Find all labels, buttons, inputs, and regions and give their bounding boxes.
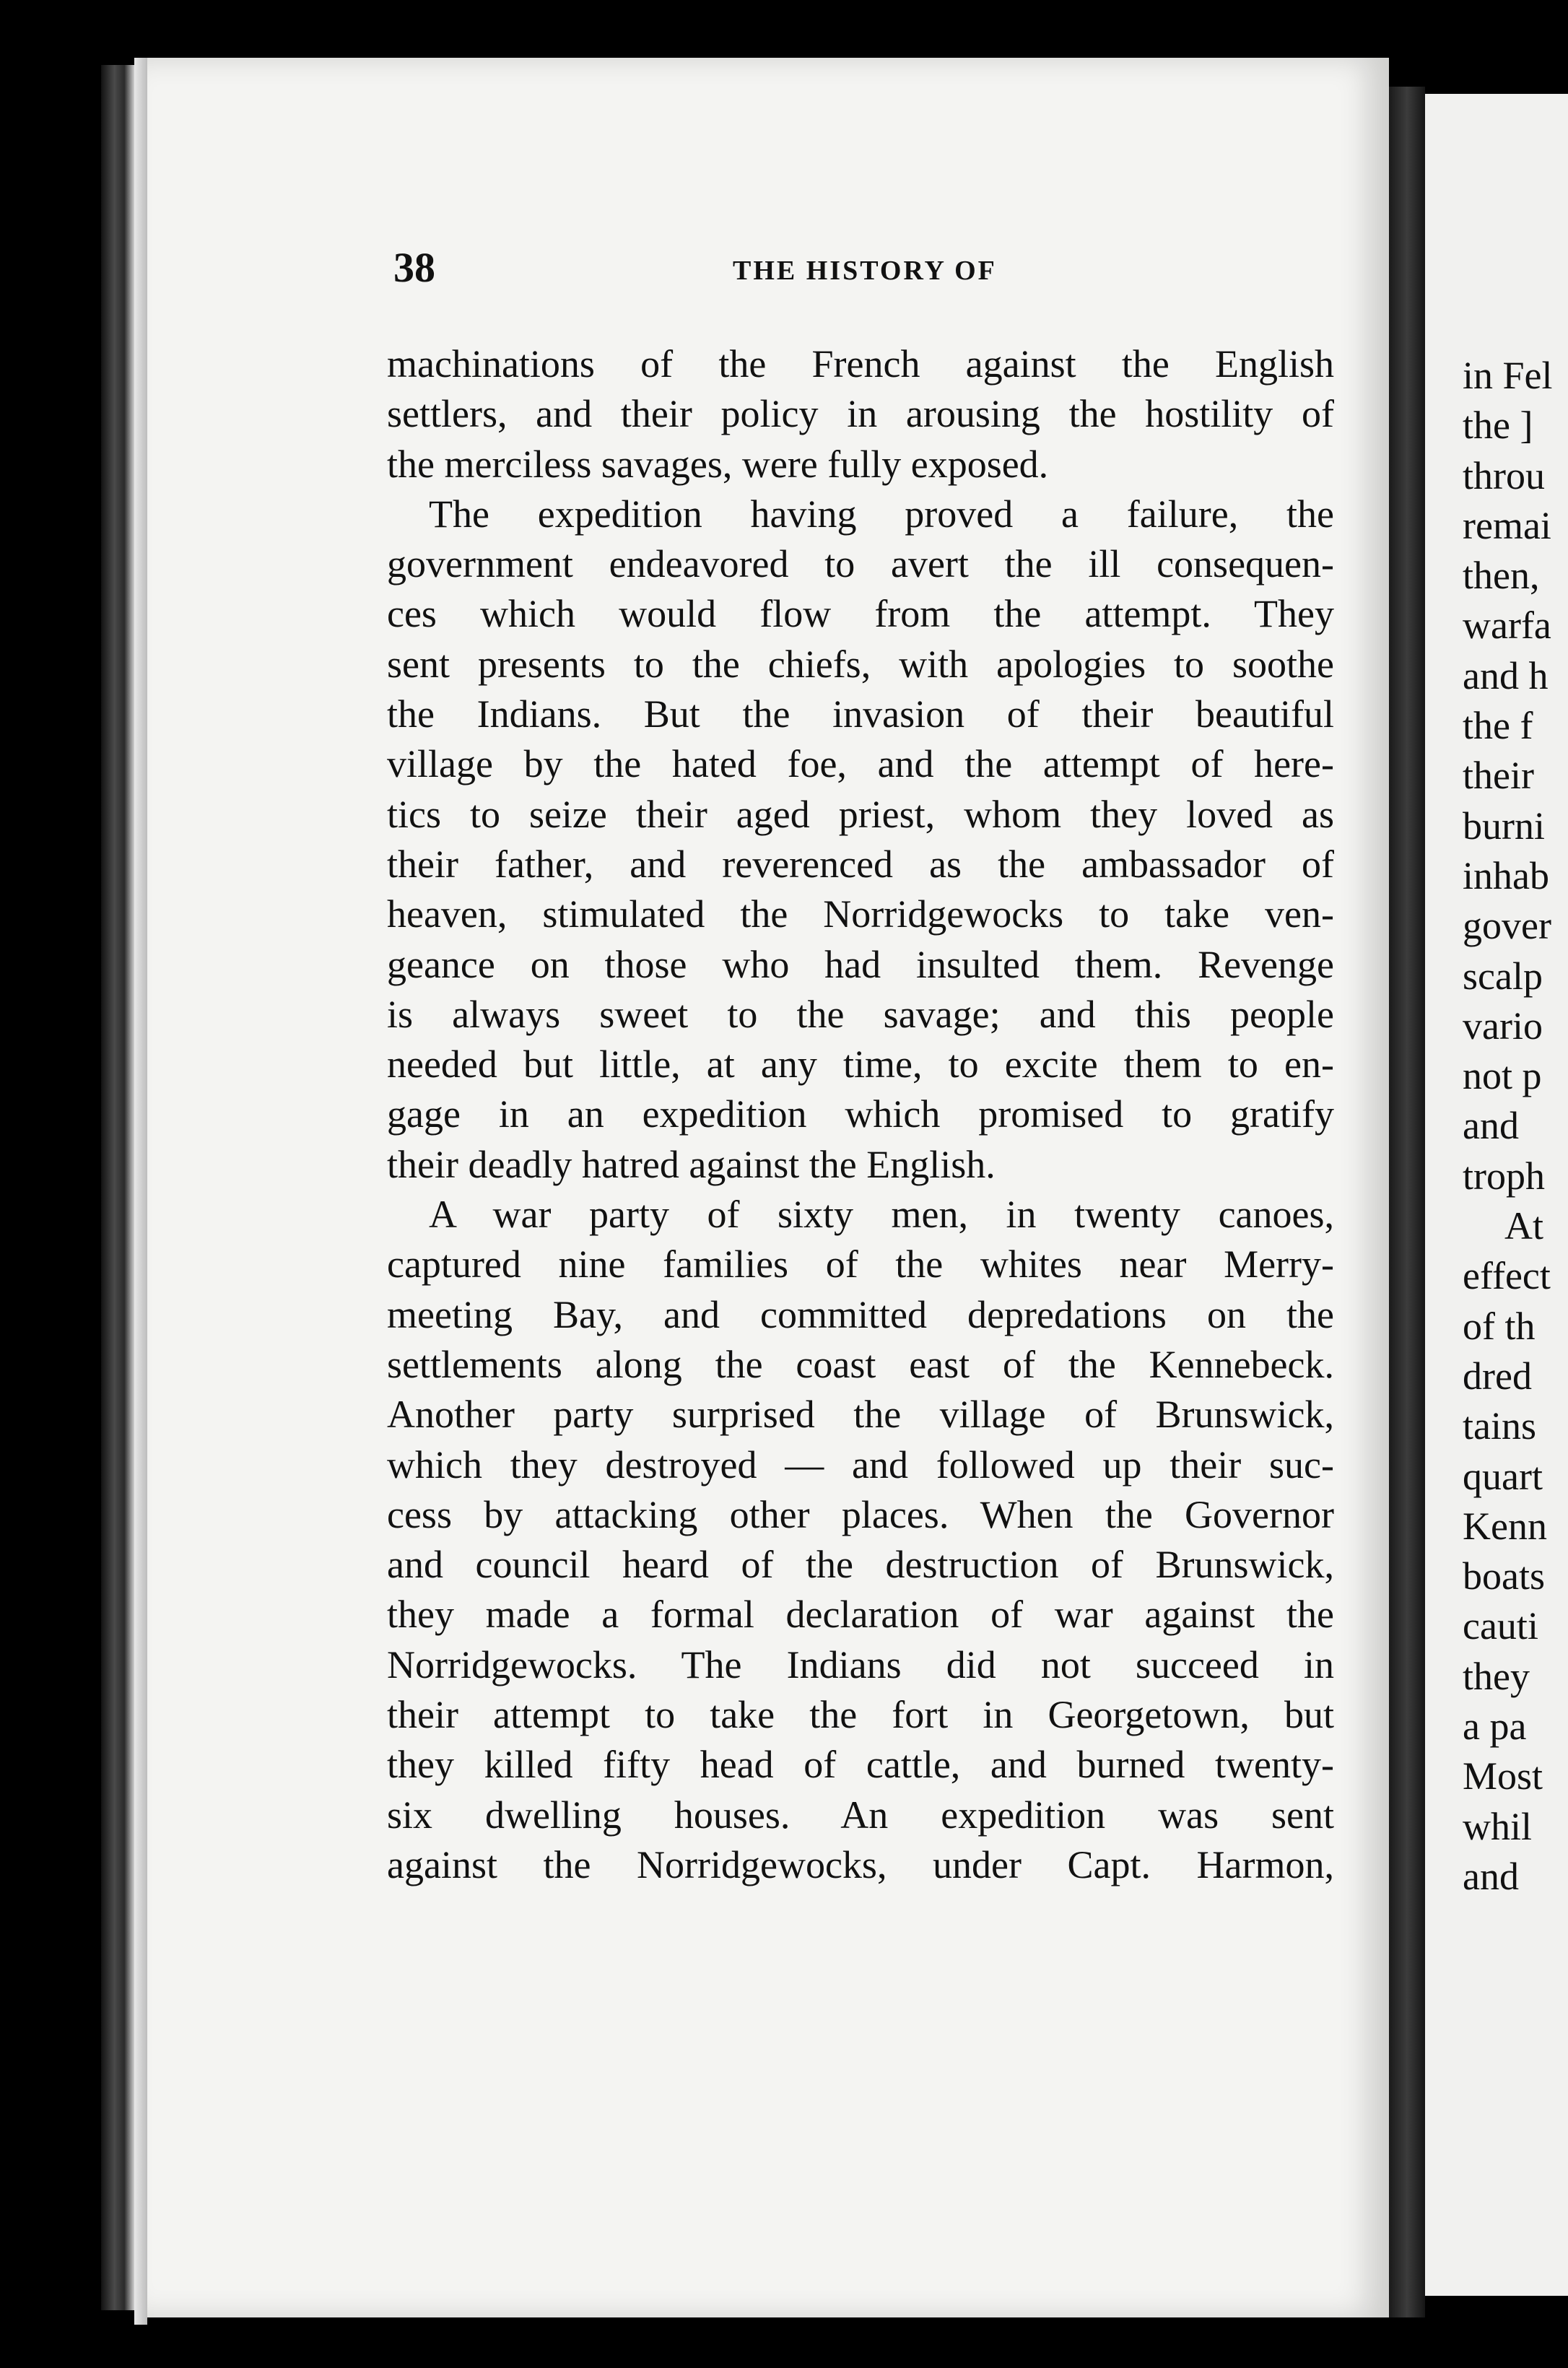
text-line: remai [1463, 503, 1551, 547]
text-line: boats [1463, 1554, 1545, 1598]
text-line: gover [1463, 904, 1551, 948]
text-line: they [1463, 1654, 1530, 1698]
running-head: THE HISTORY OF [733, 256, 997, 286]
text-line: Another party surprised the village of Brunswick, [387, 1393, 1334, 1437]
text-line: government endeavored to avert the ill consequen- [387, 542, 1334, 586]
text-line: The expedition having proved a failure, the [429, 492, 1334, 536]
text-line: geance on those who had insulted them. Revenge [387, 942, 1334, 986]
text-line: their attempt to take the fort in Georgetown, but [387, 1693, 1334, 1737]
text-line: troph [1463, 1154, 1545, 1198]
text-line: not p [1463, 1054, 1542, 1098]
text-line: A war party of sixty men, in twenty canoes, [429, 1193, 1334, 1237]
text-line: six dwelling houses. An expedition was sent [387, 1793, 1334, 1837]
text-line: dred [1463, 1354, 1532, 1398]
text-line: gage in an expedition which promised to gratify [387, 1092, 1334, 1136]
book-gutter [1389, 87, 1425, 2317]
text-line: then, [1463, 554, 1540, 598]
text-line: settlements along the coast east of the Kennebeck. [387, 1342, 1334, 1386]
text-line: and [1463, 1854, 1519, 1898]
text-line: effect [1463, 1254, 1551, 1298]
text-line: and h [1463, 653, 1549, 697]
text-line: tains [1463, 1404, 1536, 1448]
text-line: needed but little, at any time, to excite them to en- [387, 1042, 1334, 1087]
book-spine-shadow [101, 65, 134, 2310]
text-line: against the Norridgewocks, under Capt. Harmon, [387, 1842, 1334, 1886]
text-line: machinations of the French against the English [387, 342, 1334, 386]
text-line: vario [1463, 1004, 1543, 1048]
text-line: is always sweet to the savage; and this people [387, 992, 1334, 1036]
text-line: which they destroyed — and followed up their suc- [387, 1442, 1334, 1486]
text-line: settlers, and their policy in arousing the hostility of [387, 392, 1334, 436]
text-line: tics to seize their aged priest, whom they loved as [387, 792, 1334, 836]
text-line: heaven, stimulated the Norridgewocks to take ven- [387, 892, 1334, 936]
page-edge [134, 58, 147, 2325]
page-header [393, 243, 1310, 301]
text-line: warfa [1463, 604, 1551, 648]
text-line: they killed fifty head of cattle, and burned twenty- [387, 1743, 1334, 1787]
text-line: throu [1463, 453, 1545, 497]
text-line: scalp [1463, 954, 1543, 998]
text-line: whil [1463, 1804, 1533, 1848]
text-line: sent presents to the chiefs, with apologies to soothe [387, 642, 1334, 686]
text-line: the ] [1463, 404, 1533, 448]
text-line: burni [1463, 804, 1545, 848]
text-line: their father, and reverenced as the ambassador of [387, 842, 1334, 886]
text-line: At [1504, 1204, 1543, 1248]
text-line: ces which would flow from the attempt. They [387, 592, 1334, 636]
text-line: their deadly hatred against the English. [387, 1142, 996, 1186]
text-line: cauti [1463, 1604, 1538, 1648]
text-line: village by the hated foe, and the attempt of here- [387, 742, 1334, 786]
text-line: the merciless savages, were fully exposed. [387, 442, 1049, 486]
text-line: the Indians. But the invasion of their beautiful [387, 692, 1334, 736]
right-page-text [1463, 351, 1568, 1902]
text-line: captured nine families of the whites near Merry- [387, 1242, 1334, 1287]
text-line: cess by attacking other places. When the Governor [387, 1492, 1334, 1536]
right-page-fragment [1425, 94, 1568, 2296]
text-line: in Fel [1463, 354, 1553, 397]
text-line: and [1463, 1104, 1519, 1148]
text-line: the f [1463, 704, 1533, 748]
text-line: a pa [1463, 1705, 1527, 1749]
body-text [387, 339, 1334, 1890]
text-line: quart [1463, 1454, 1543, 1498]
text-line: they made a formal declaration of war against the [387, 1593, 1334, 1637]
text-line: Most [1463, 1754, 1543, 1798]
text-line: meeting Bay, and committed depredations on the [387, 1292, 1334, 1336]
text-line: Norridgewocks. The Indians did not succeed in [387, 1642, 1334, 1686]
text-line: of th [1463, 1304, 1536, 1348]
text-line: and council heard of the destruction of Brunswick, [387, 1543, 1334, 1587]
text-line: Kenn [1463, 1504, 1547, 1548]
text-line: inhab [1463, 853, 1549, 897]
page-number: 38 [393, 244, 435, 291]
text-line: their [1463, 754, 1534, 798]
